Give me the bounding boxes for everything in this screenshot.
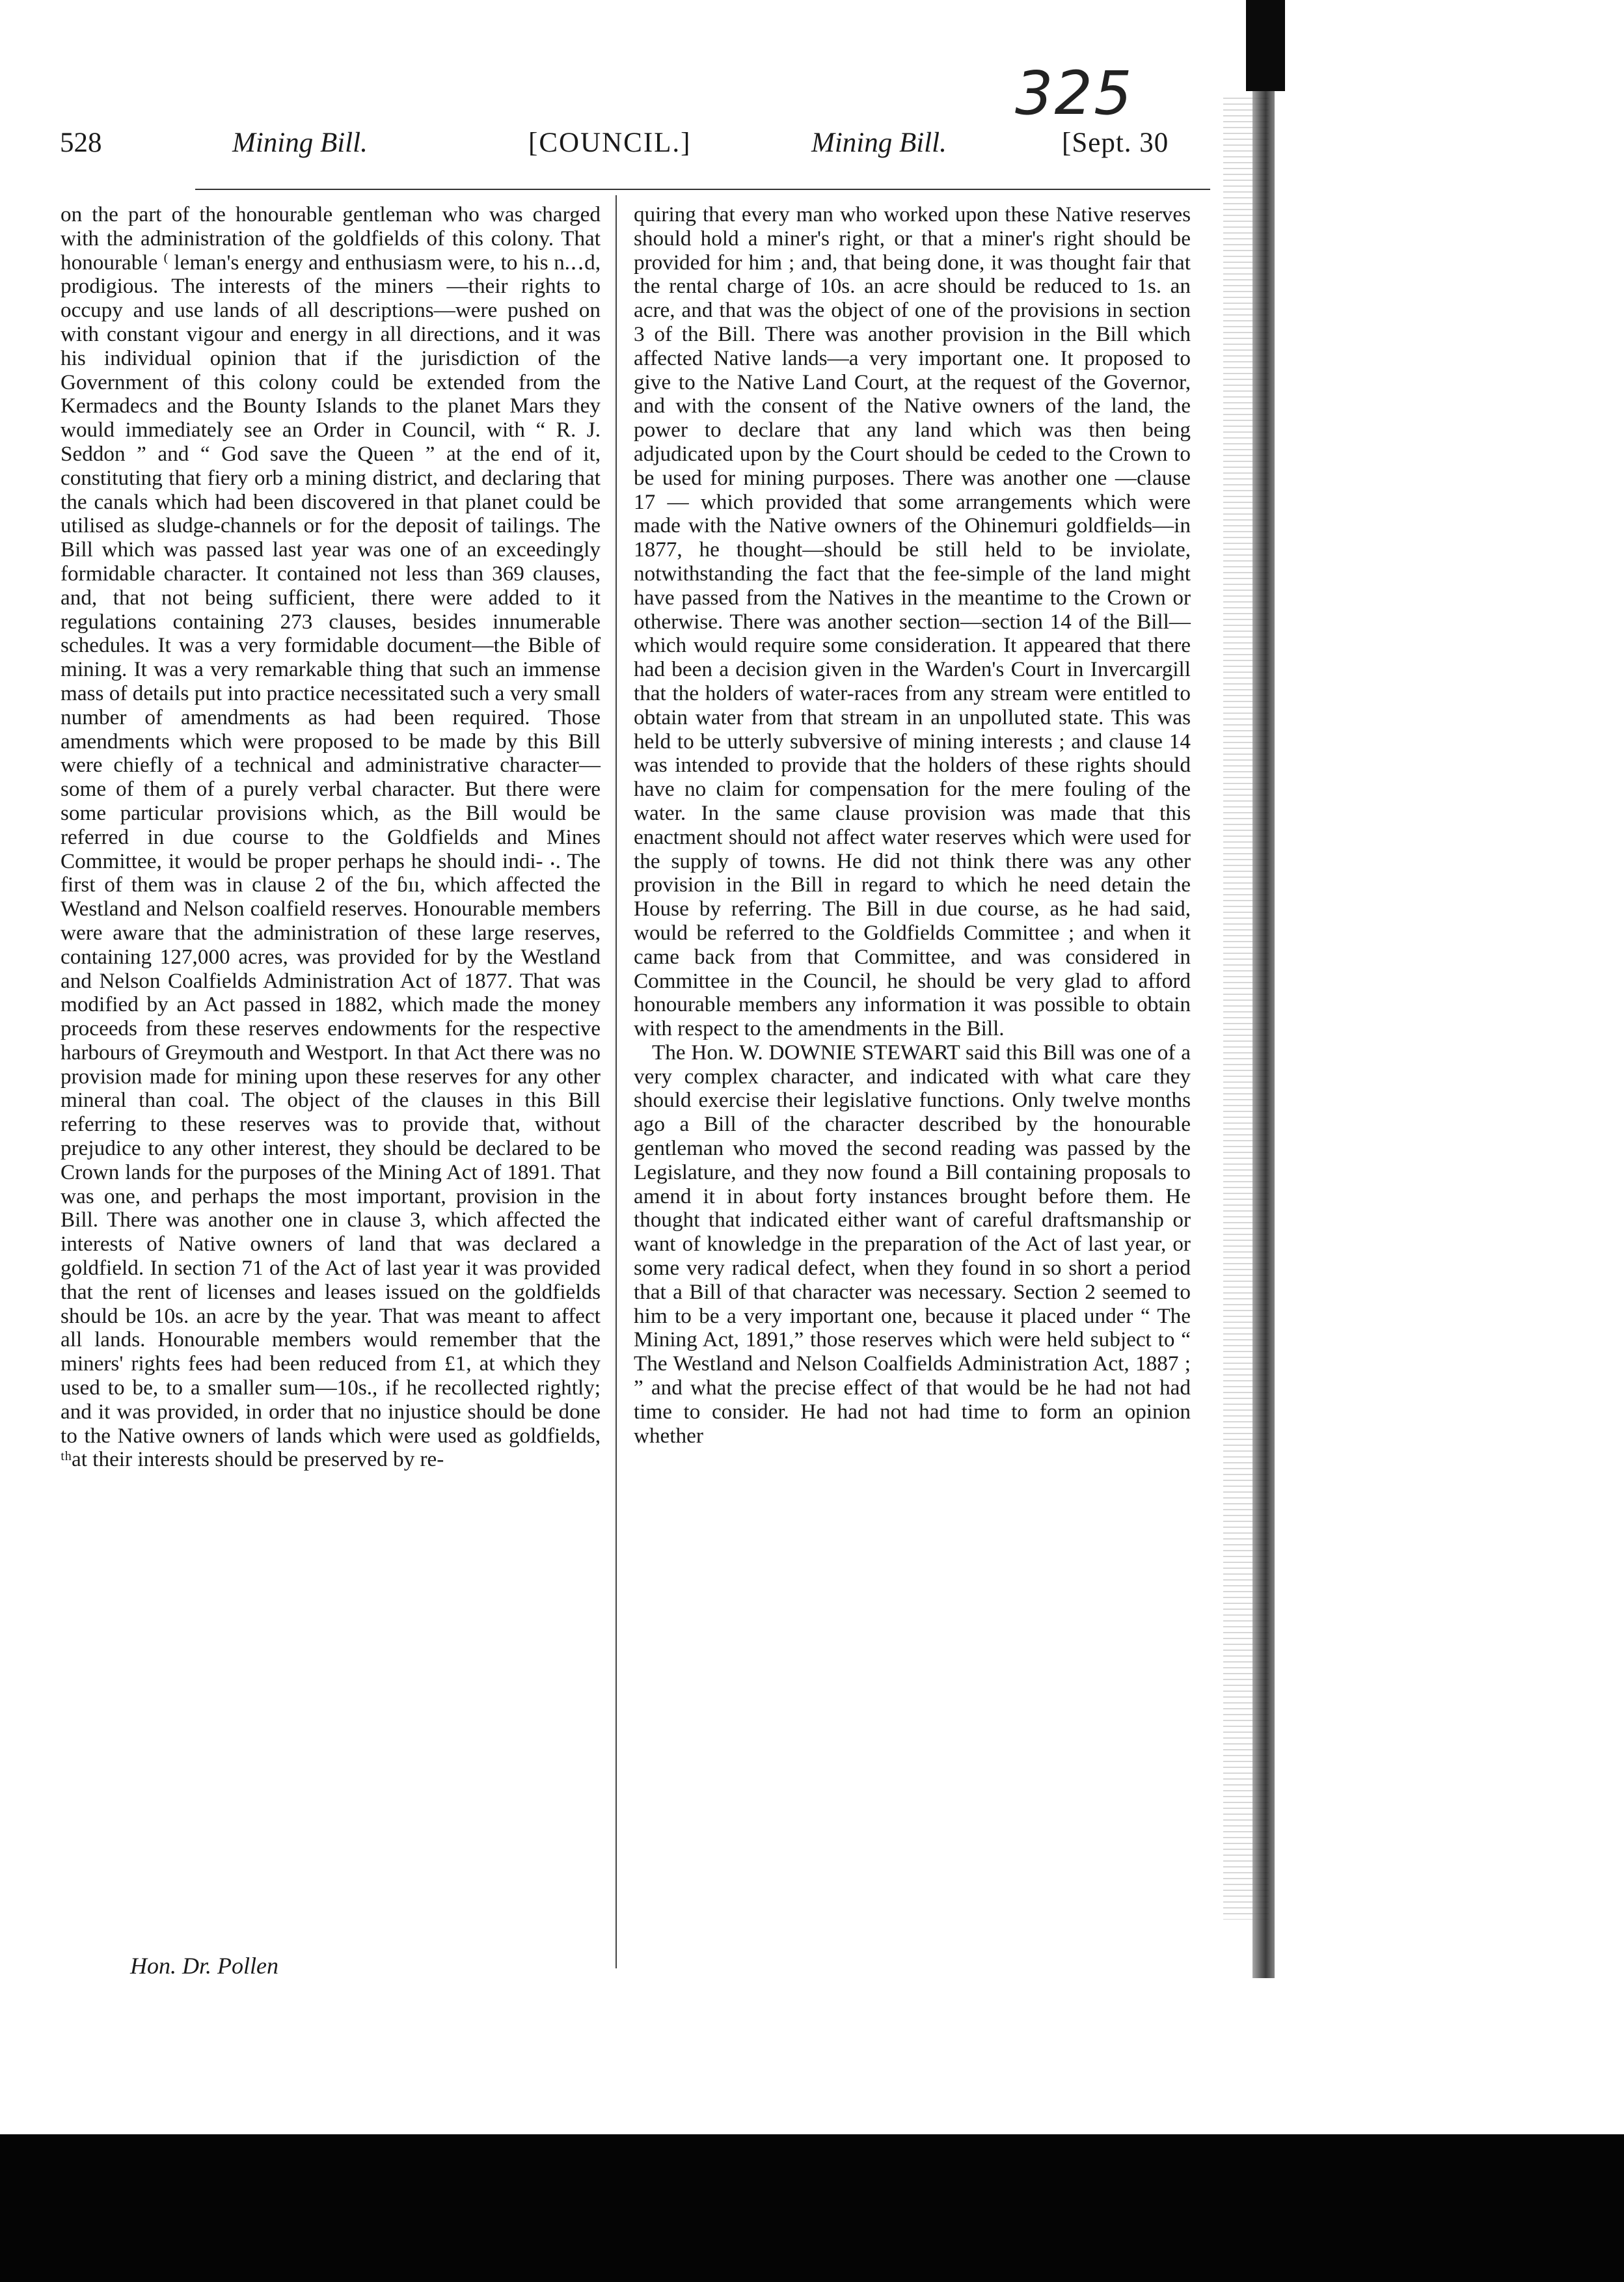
right-column-paragraph: quiring that every man who worked upon these Native reserves should hold a miner's right, or that a miner's right should be provided for him ; and, that being done, it was thought fair that the rental charge of 10s. an acre should be reduced to 1s. an acre, and that was the object of one of the provisions in section 3 of the Bill. There was another provision in the Bill which affected Native lands—a very important one. It proposed to give to the Native Land Court, at the request of the Governor, and with the consent of the Native owners of the land, the power to declare that any land which was then being adjudicated upon by the Court should be ceded to the Crown to be used for mining purposes. There was another one —clause 17 — which provided that some arrangements which were made with the Native owners of the Ohinemuri goldfields—in 1877, he thought—should be still held to be inviolate, notwithstanding the fact that the fee-simple of the land might have passed from the Natives in the meantime to the Crown or otherwise. There was another section—section 14 of the Bill—which would require some consideration. It appeared that there had been a decision given in the Warden's Court in Invercargill that the holders of water-races from any stream were entitled to obtain water from that stream in an unpolluted state. This was held to be utterly subversive of mining interests ; and clause 14 was intended to provide that the holders of these rights should have no claim for compensation for the mere fouling of the water. In the same clause provision was made that this enactment should not affect water reserves which were used for the supply of towns. He did not think there was any other provision in the Bill in regard to which he need detain the House by referring. The Bill in due course, as he had said, would be referred to the Goldfields Committee ; and when it came back from that Committee, and was considered in Committee in the Council, he should be very glad to afford honourable members any information it was possible to obtain with respect to the amendments in the Bill.: [634, 202, 1191, 1041]
right-column-paragraph-stewart: The Hon. W. DOWNIE STEWART said this Bill was one of a very complex character, and indicated with what care they should exercise their legislative functions. Only twelve months ago a Bill of the character described by the honourable gentleman who moved the second reading was passed by the Legislature, and they now found a Bill containing proposals to amend it in about forty instances brought before them. He thought that indicated either want of careful draftsmanship or want of knowledge in the preparation of the Act of last year, or some very radical defect, when they found in so short a period that a Bill of that character was necessary. Section 2 seemed to him to be a very important one, because it placed under “ The Mining Act, 1891,” those reserves which were held subject to “ The Westland and Nelson Coalfields Administration Act, 1887 ; ” and what the precise effect of that would be he had not had time to consider. He had not had time to form an opinion whether: [634, 1040, 1191, 1448]
header-date: [Sept. 30: [1062, 128, 1169, 158]
running-header: [60, 127, 1218, 172]
footer-speaker-name: Hon. Dr. Pollen: [130, 1953, 278, 1979]
header-right-title: Mining Bill.: [811, 128, 947, 158]
page-number: 528: [60, 128, 102, 158]
binding-edge-dark: [1252, 26, 1275, 1978]
right-column: [634, 203, 1191, 1448]
binding-edge-top: [1246, 0, 1285, 91]
handwritten-page-number: 325: [1015, 59, 1133, 128]
header-rule: [195, 189, 1210, 190]
column-divider: [616, 195, 617, 1968]
header-center-title: [COUNCIL.]: [528, 128, 692, 158]
left-column-paragraph: on the part of the honourable gentleman who was charged with the administration of the goldfields of this colony. That honourable ⁽ leman's energy and enthusiasm were, to his n.‥d, prodigious. The interests of the miners —their rights to occupy and use lands of all descriptions—were pushed on with constant vigour and energy in all directions, and it was his individual opinion that if the jurisdiction of the Government of this colony could be extended from the Kermadecs and the Bounty Islands to the planet Mars they would immediately see an Order in Council, with “ R. J. Seddon ” and “ God save the Queen ” at the end of it, constituting that fiery orb a mining district, and declaring that the canals which had been discovered in that planet could be utilised as sludge-channels or for the deposit of tailings. The Bill which was passed last year was one of an exceedingly formidable character. It contained not less than 369 clauses, and, that not being sufficient, there were added to it regulations containing 273 clauses, besides innumerable schedules. It was a very formidable document—the Bible of mining. It was a very remarkable thing that such an immense mass of details put into practice necessitated such a very small number of amendments as had been required. Those amendments which were proposed to be made by this Bill were chiefly of a technical and administrative character—some of them of a purely verbal character. But there were some particular provisions which, as the Bill would be referred in due course to the Goldfields and Mines Committee, it would be proper perhaps he should indi- ⸳. The first of them was in clause 2 of the ɓıı, which affected the Westland and Nelson coalfield reserves. Honourable members were aware that the administration of these large reserves, containing 127,000 acres, was provided for by the Westland and Nelson Coalfields Administration Act of 1877. That was modified by an Act passed in 1882, which made the money proceeds from these reserves endowments for the respective harbours of Greymouth and Westport. In that Act there was no provision made for mining upon these reserves for any other mineral than coal. The object of the clauses in this Bill referring to these reserves was to provide that, without prejudice to any other interest, they should be declared to be Crown lands for the purposes of the Mining Act of 1891. That was one, and perhaps the most important, provision in the Bill. There was another one in clause 3, which affected the interests of Native owners of land that was declared a goldfield. In section 71 of the Act of last year it was provided that the rent of licenses and leases issued on the goldfields should be 10s. an acre by the year. That was meant to affect all lands. Honourable members would remember that the miners' rights fees had been reduced from £1, at which they used to be, to a smaller sum—10s., if he recollected rightly; and it was provided, in order that no injustice should be done to the Native owners of lands which were used as goldfields, ᵗʰat their interests should be preserved by re-: [61, 202, 601, 1472]
left-column: [61, 203, 601, 1472]
header-left-title: Mining Bill.: [232, 128, 368, 158]
scan-bottom-border: [0, 2134, 1624, 2282]
